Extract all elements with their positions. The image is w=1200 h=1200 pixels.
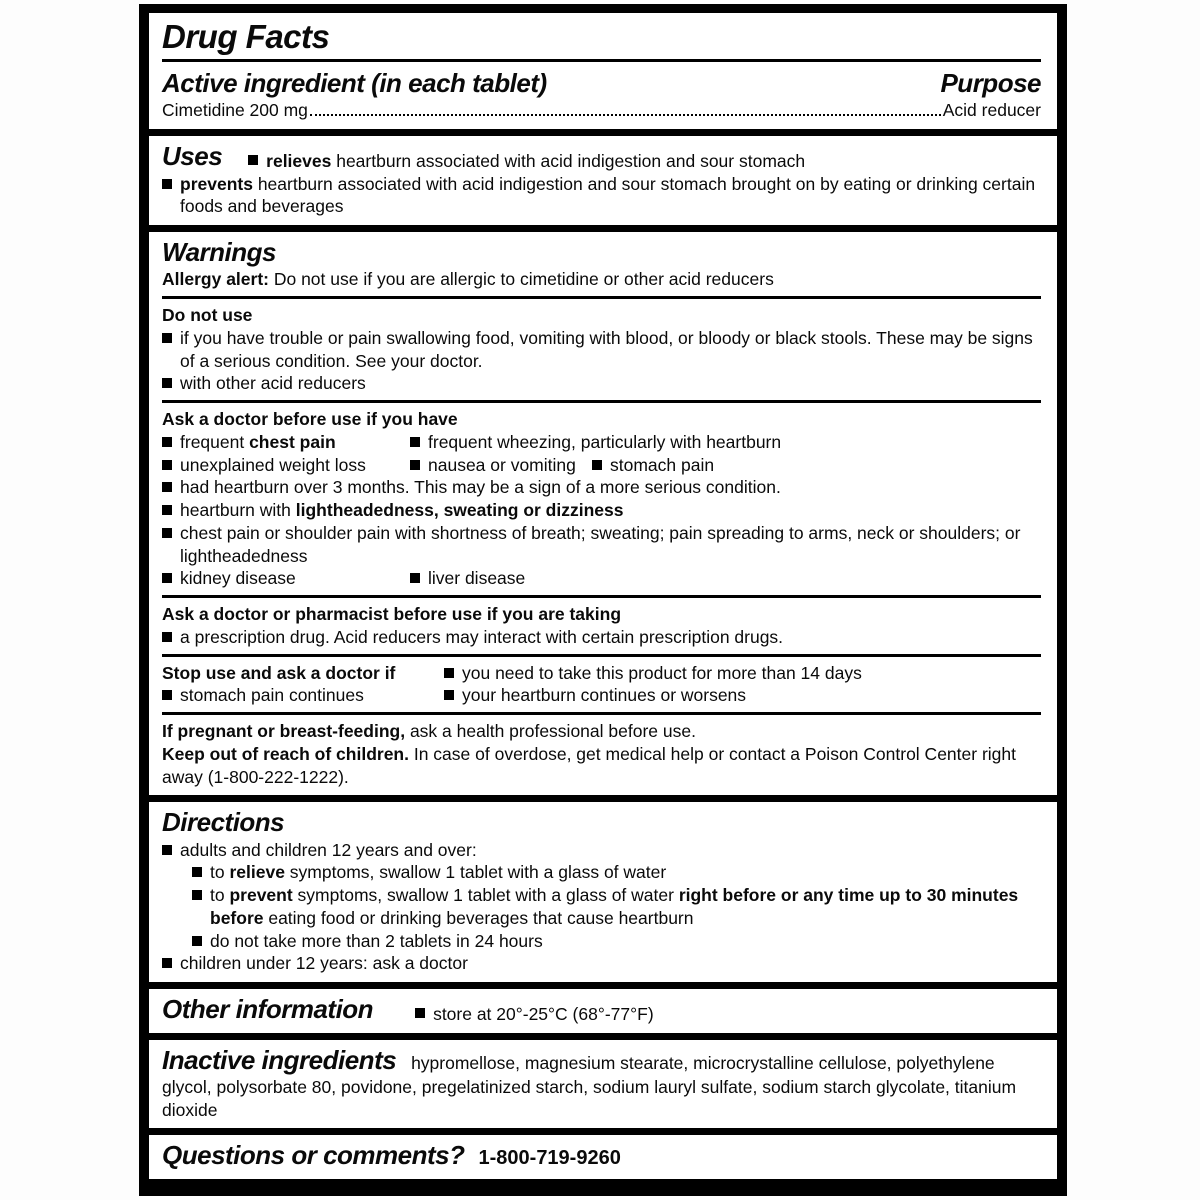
bullet-square-icon [162,482,172,492]
pregnant-warning-text: If pregnant or breast-feeding, ask a health professional before use. [162,721,696,742]
section-divider [162,296,1041,299]
drug-facts-title: Drug Facts [162,18,330,55]
uses-bullet-prevents: prevents heartburn associated with acid indigestion and sour stomach brought on by eating or drinking certain foods and beverages [162,173,1041,219]
bullet-square-icon [162,179,172,189]
bullet-square-icon [248,155,258,165]
inactive-ingredients-heading: Inactive ingredients [162,1044,397,1075]
active-ingredient-name: Cimetidine 200 mg [162,100,308,121]
ask-doctor-bullet: frequent wheezing, particularly with heartburn [410,431,781,454]
drug-facts-label [139,4,1067,1196]
title-divider [162,59,1041,62]
storage-bullet: store at 20°-25°C (68°-77°F) [415,1003,1041,1026]
bullet-square-icon [415,1008,425,1018]
ask-doctor-bullet: chest pain or shoulder pain with shortness of breath; sweating; pain spreading to arms, neck or shoulders; or lightheadedness [162,522,1041,568]
other-information-section [149,989,1057,1033]
ask-doctor-bullet: frequent chest pain [162,431,410,454]
purpose-value: Acid reducer [942,100,1041,121]
allergy-alert-text: Allergy alert: Do not use if you are allergic to cimetidine or other acid reducers [162,269,774,290]
directions-sub-bullet-prevent: to prevent symptoms, swallow 1 tablet with a glass of water right before or any time up to 30 minutes before eating food or drinking beverages that cause heartburn [192,884,1041,930]
stop-use-bullet: stomach pain continues [162,684,444,707]
directions-bullet-adults: adults and children 12 years and over: [162,839,1041,862]
bullet-square-icon [592,460,602,470]
questions-section [149,1135,1057,1178]
uses-heading: Uses [162,140,223,171]
do-not-use-heading: Do not use [162,305,253,326]
bullet-square-icon [192,936,202,946]
stop-use-heading: Stop use and ask a doctor if [162,662,396,683]
keep-out-of-reach-text: Keep out of reach of children. In case of overdose, get medical help or contact a Poison Control Center right away (1-800-222-1222). [162,743,1016,787]
do-not-use-bullet: with other acid reducers [162,372,1041,395]
inactive-ingredients-paragraph [162,1045,1041,1122]
ask-doctor-heading: Ask a doctor before use if you have [162,409,458,430]
questions-heading: Questions or comments? [162,1140,465,1171]
ask-doctor-bullet: stomach pain [592,454,714,477]
bullet-square-icon [162,437,172,447]
inactive-ingredients-section [149,1040,1057,1129]
purpose-heading: Purpose [940,67,1041,98]
ask-pharmacist-bullet: a prescription drug. Acid reducers may interact with certain prescription drugs. [162,626,1041,649]
bullet-square-icon [162,378,172,388]
ask-doctor-bullet: heartburn with lightheadedness, sweating or dizziness [162,499,1041,522]
bullet-square-icon [444,690,454,700]
section-divider [162,712,1041,715]
directions-section [149,802,1057,982]
dot-leader [310,114,941,116]
bullet-square-icon [192,890,202,900]
bullet-square-icon [410,460,420,470]
stop-use-bullet: you need to take this product for more than 14 days [444,662,862,685]
header-section [149,13,1057,129]
bullet-square-icon [162,690,172,700]
bullet-square-icon [410,437,420,447]
directions-heading: Directions [162,807,285,838]
bullet-square-icon [192,867,202,877]
active-ingredient-heading: Active ingredient (in each tablet) [162,67,547,98]
bullet-square-icon [162,845,172,855]
uses-section [149,136,1057,225]
bullet-square-icon [162,333,172,343]
bullet-square-icon [162,505,172,515]
phone-number: 1-800-719-9260 [478,1147,621,1170]
ask-doctor-bullet: unexplained weight loss [162,454,410,477]
ask-pharmacist-heading: Ask a doctor or pharmacist before use if you are taking [162,604,622,625]
do-not-use-bullet: if you have trouble or pain swallowing food, vomiting with blood, or bloody or black stools. These may be signs of a serious condition. See your doctor. [162,327,1041,373]
directions-sub-bullet-relieve: to relieve symptoms, swallow 1 tablet with a glass of water [192,861,1041,884]
section-divider [162,595,1041,598]
uses-bullet-relieves: relieves heartburn associated with acid indigestion and sour stomach [248,150,1041,173]
bullet-square-icon [444,668,454,678]
section-divider [162,654,1041,657]
ask-doctor-bullet: kidney disease [162,567,410,590]
ask-doctor-bullet: liver disease [410,567,525,590]
bullet-square-icon [162,573,172,583]
bullet-square-icon [162,958,172,968]
ask-doctor-bullet: nausea or vomiting [410,454,592,477]
directions-bullet-children: children under 12 years: ask a doctor [162,952,1041,975]
stop-use-bullet: your heartburn continues or worsens [444,684,746,707]
inactive-ingredients-list: hypromellose, magnesium stearate, microcrystalline cellulose, polyethylene glycol, polysorbate 80, povidone, pregelatinized starch, sodium lauryl sulfate, sodium starch glycolate, titanium dioxide [162,1052,1017,1120]
other-information-heading: Other information [162,994,374,1024]
bullet-square-icon [410,573,420,583]
warnings-section [149,232,1057,795]
bullet-square-icon [162,460,172,470]
bullet-square-icon [162,528,172,538]
directions-sub-bullet-max: do not take more than 2 tablets in 24 hours [192,930,1041,953]
warnings-heading: Warnings [162,237,276,268]
section-divider [162,400,1041,403]
bullet-square-icon [162,632,172,642]
ask-doctor-bullet: had heartburn over 3 months. This may be a sign of a more serious condition. [162,476,1041,499]
